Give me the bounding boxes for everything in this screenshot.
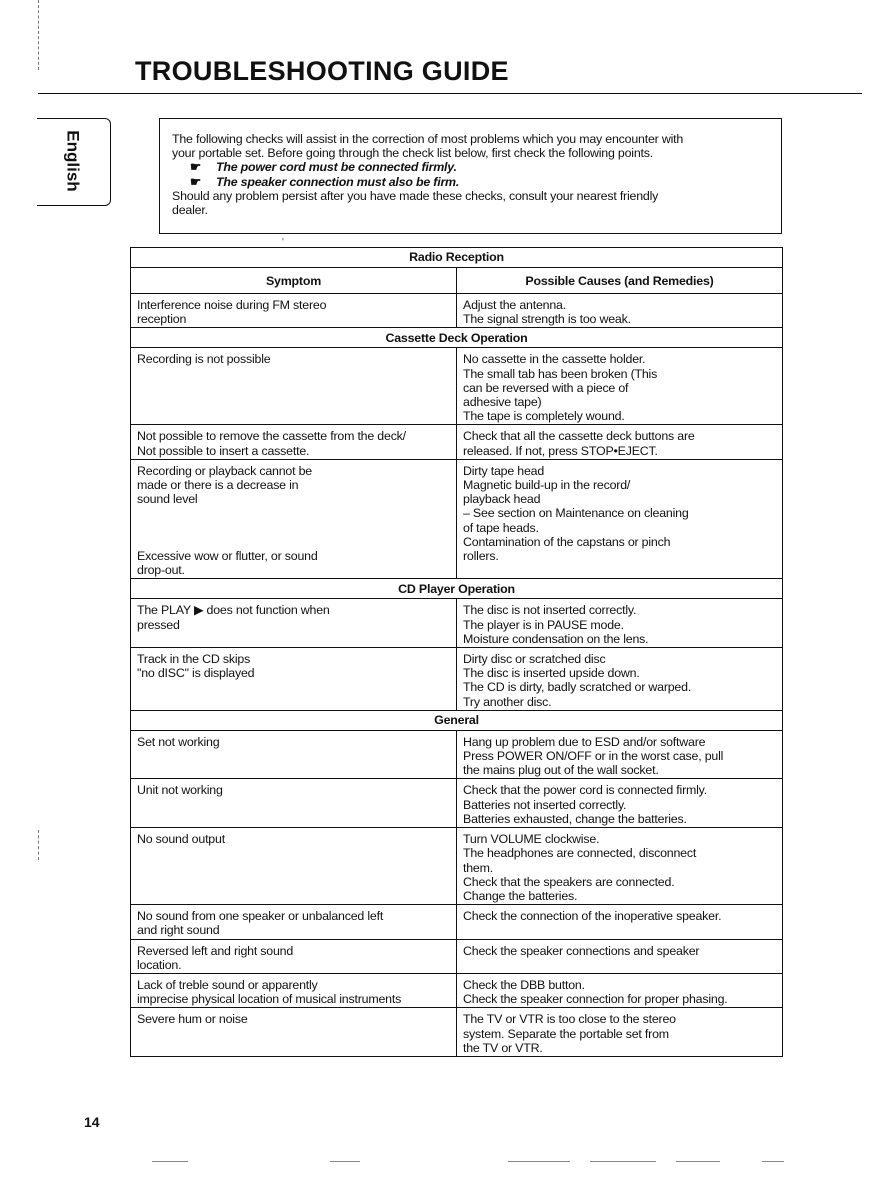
table-row [131, 348, 783, 425]
symptom-cell: Set not working [131, 730, 457, 779]
table-row [131, 939, 783, 973]
section-title: Radio Reception [131, 248, 783, 268]
title-rule [38, 93, 862, 94]
troubleshooting-table-wrap [130, 247, 782, 1057]
symptom-cell: Recording or playback cannot be made or there is a decrease in sound level Excessive wow or flutter, or sound drop-out. [131, 459, 457, 579]
section-title: General [131, 710, 783, 730]
symptom-cell: Severe hum or noise [131, 1008, 457, 1057]
symptom-cell: No sound from one speaker or unbalanced left and right sound [131, 905, 457, 939]
causes-cell: Check that all the cassette deck buttons are released. If not, press STOP•EJECT. [457, 425, 783, 459]
causes-cell: Turn VOLUME clockwise. The headphones are connected, disconnect them. Check that the speakers are connected. Change the batteries. [457, 828, 783, 905]
table-row [131, 730, 783, 779]
intro-line: dealer. [172, 203, 208, 218]
table-row [131, 779, 783, 828]
table-row [131, 648, 783, 711]
table-row [131, 1008, 783, 1057]
causes-cell: Dirty tape head Magnetic build-up in the record/ playback head – See section on Maintenance on cleaning of tape heads. Contamination of the capstans or pinch rollers. [457, 459, 783, 579]
causes-cell: Check that the power cord is connected firmly. Batteries not inserted correctly. Batteries exhausted, change the batteries. [457, 779, 783, 828]
table-row [131, 425, 783, 459]
intro-box [159, 118, 782, 234]
page-title: TROUBLESHOOTING GUIDE [135, 56, 509, 86]
causes-cell: No cassette in the cassette holder. The small tab has been broken (This can be reversed with a piece of adhesive tape) The tape is completely wound. [457, 348, 783, 425]
causes-cell: Check the speaker connections and speaker [457, 939, 783, 973]
table-row [131, 828, 783, 905]
table-row [131, 459, 783, 579]
causes-cell: Check the DBB button. Check the speaker connection for proper phasing. [457, 973, 783, 1007]
causes-cell: The disc is not inserted correctly. The player is in PAUSE mode. Moisture condensation on the lens. [457, 599, 783, 648]
causes-header: Possible Causes (and Remedies) [457, 268, 783, 294]
intro-line: your portable set. Before going through the check list below, first check the following points. [172, 146, 654, 161]
pointing-hand-icon: ☛ [190, 174, 201, 189]
table-row [131, 294, 783, 328]
language-tab-label: English [64, 130, 83, 192]
margin-mark [38, 830, 39, 860]
stray-mark: ' [282, 237, 284, 248]
table-row [131, 905, 783, 939]
header-row [131, 268, 783, 294]
symptom-cell: Track in the CD skips "no dISC" is displayed [131, 648, 457, 711]
footer-mark [676, 1161, 720, 1162]
symptom-cell: Unit not working [131, 779, 457, 828]
footer-mark [590, 1161, 656, 1162]
symptom-cell: Interference noise during FM stereo reception [131, 294, 457, 328]
section-title: Cassette Deck Operation [131, 328, 783, 348]
page-number: 14 [84, 1114, 100, 1130]
intro-line: The following checks will assist in the correction of most problems which you may encounter with [172, 132, 684, 146]
symptom-cell: Recording is not possible [131, 348, 457, 425]
section-row [131, 248, 783, 268]
causes-cell: Dirty disc or scratched disc The disc is inserted upside down. The CD is dirty, badly scratched or warped. Try another disc. [457, 648, 783, 711]
symptom-cell: Not possible to remove the cassette from the deck/ Not possible to insert a cassette. [131, 425, 457, 459]
footer-mark [152, 1161, 188, 1162]
symptom-header: Symptom [131, 268, 457, 294]
causes-cell: Hang up problem due to ESD and/or software Press POWER ON/OFF or in the worst case, pull the mains plug out of the wall socket. [457, 730, 783, 779]
section-row [131, 710, 783, 730]
section-row [131, 328, 783, 348]
section-row [131, 579, 783, 599]
margin-mark [38, 0, 39, 70]
table-row [131, 973, 783, 1007]
intro-bullet: ☛ The speaker connection must also be firm. [190, 174, 460, 189]
footer-mark [762, 1161, 784, 1162]
footer-mark [330, 1161, 360, 1162]
intro-bullet: ☛ The power cord must be connected firmly. [190, 160, 457, 175]
symptom-cell: The PLAY ▶ does not function when pressed [131, 599, 457, 648]
section-title: CD Player Operation [131, 579, 783, 599]
table-row [131, 599, 783, 648]
causes-cell: The TV or VTR is too close to the stereo system. Separate the portable set from the TV or VTR. [457, 1008, 783, 1057]
footer-mark [508, 1161, 570, 1162]
symptom-cell: Reversed left and right sound location. [131, 939, 457, 973]
symptom-cell: Lack of treble sound or apparently imprecise physical location of musical instruments [131, 973, 457, 1007]
pointing-hand-icon: ☛ [190, 160, 201, 175]
troubleshooting-table [130, 247, 783, 1057]
causes-cell: Adjust the antenna. The signal strength is too weak. [457, 294, 783, 328]
causes-cell: Check the connection of the inoperative speaker. [457, 905, 783, 939]
symptom-cell: No sound output [131, 828, 457, 905]
intro-line: Should any problem persist after you have made these checks, consult your nearest friendly [172, 188, 659, 203]
